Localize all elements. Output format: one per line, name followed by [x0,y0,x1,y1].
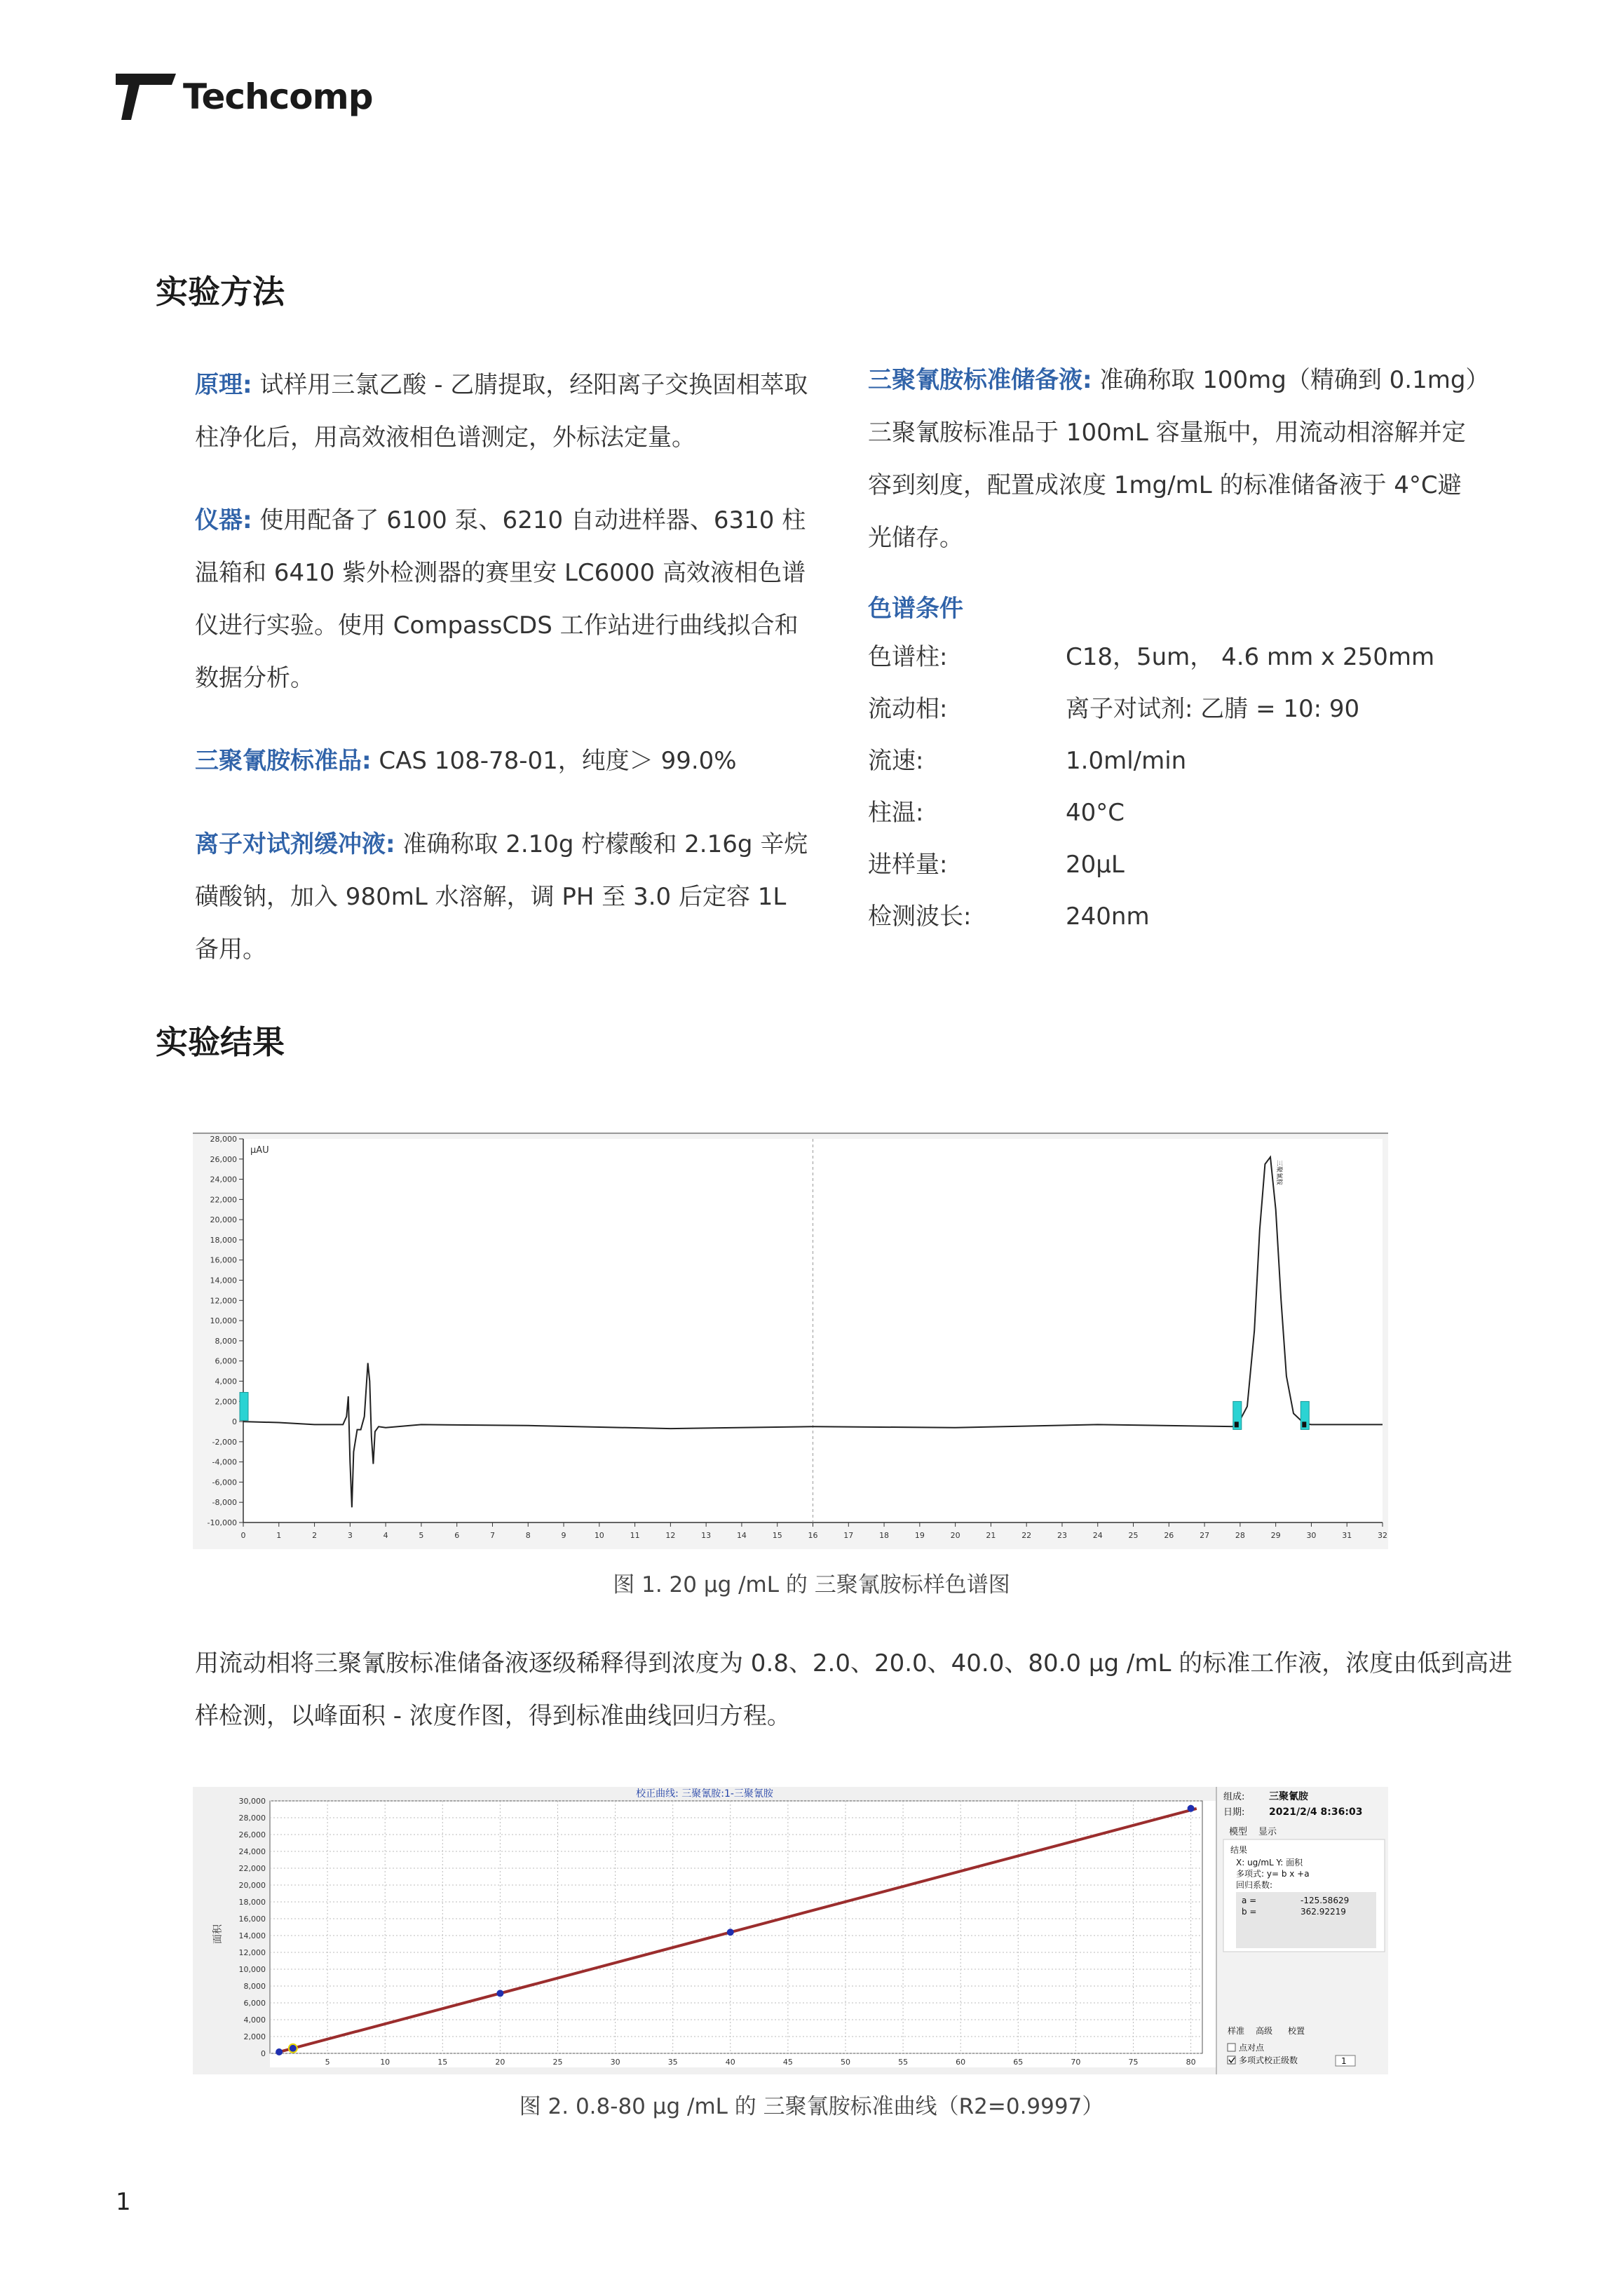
stock-paragraph [868,354,1485,565]
logo-text: Techcomp [183,76,373,117]
buffer-label: 离子对试剂缓冲液: [195,830,395,858]
poly-degree-value: 1 [1341,2056,1347,2066]
panel-poly-label: 多项式: y= b x +a [1236,1869,1310,1879]
chromatogram-y-tick-label: 8,000 [215,1336,237,1346]
condition-value: 240nm [1066,903,1150,931]
chromatogram-x-tick-label: 3 [347,1531,353,1540]
section-title-results: 实验结果 [156,1023,285,1061]
chromatogram-x-tick-label: 18 [879,1531,890,1540]
chromatogram-x-tick-label: 14 [736,1531,747,1540]
calibration-y-tick-label: 2,000 [243,2032,266,2041]
calibration-x-tick-label: 45 [782,2058,793,2067]
condition-value: C18，5um， 4.6 mm x 250mm [1066,643,1435,671]
standard-text: CAS 108-78-01，纯度＞ 99.0% [371,747,737,775]
calibration-y-tick-label: 6,000 [243,1999,266,2008]
chromatogram-x-tick-label: 4 [383,1531,388,1540]
calibration-point [727,1929,734,1936]
panel-tab-display[interactable]: 显示 [1258,1827,1277,1837]
chromatogram-chart [193,1132,1388,1549]
chromatogram-x-tick-label: 29 [1270,1531,1281,1540]
calibration-y-tick-label: 20,000 [238,1881,266,1890]
panel-tab-model[interactable]: 模型 [1229,1827,1248,1837]
panel-result-label: 结果 [1230,1845,1248,1855]
instrument-label: 仪器: [195,506,252,534]
panel-date-label: 日期: [1223,1807,1245,1818]
chromatogram-y-tick-label: 16,000 [210,1255,237,1265]
condition-value: 离子对试剂: 乙腈 = 10: 90 [1066,695,1360,723]
panel-bottom-tab-advanced[interactable]: 高级 [1256,2026,1273,2036]
calibration-x-tick-label: 65 [1013,2058,1024,2067]
condition-value: 1.0ml/min [1066,747,1187,775]
peak-label: 三聚氰胺 [1275,1159,1283,1185]
chromatogram-x-tick-label: 5 [419,1531,424,1540]
calibration-y-tick-label: 22,000 [238,1864,266,1873]
chromatogram-x-tick-label: 15 [772,1531,782,1540]
condition-row-mobile-phase [868,683,1499,735]
panel-coef-label: 回归系数: [1236,1880,1273,1890]
calibration-plot-area [270,1801,1202,2053]
chromatogram-y-tick-label: 2,000 [215,1397,237,1407]
conditions-title: 色谱条件 [868,595,963,623]
calibration-point [496,1990,503,1997]
chromatogram-y-tick-label: 18,000 [210,1235,237,1245]
standard-label: 三聚氰胺标准品: [195,747,372,775]
chromatogram-y-tick-label: -6,000 [212,1478,237,1487]
chromatogram-y-tick-label: 0 [232,1417,237,1427]
chromatogram-x-tick-label: 25 [1128,1531,1139,1540]
calibration-x-tick-label: 30 [610,2058,620,2067]
calibration-y-tick-label: 28,000 [238,1814,266,1823]
condition-value: 20µL [1066,851,1125,879]
chromatogram-x-tick-label: 26 [1164,1531,1174,1540]
chromatogram-x-tick-label: 12 [665,1531,676,1540]
chromatogram-y-tick-label: 20,000 [210,1215,237,1225]
calibration-x-tick-label: 5 [325,2058,330,2067]
calibration-x-tick-label: 55 [898,2058,909,2067]
figure1-caption: 图 1. 20 µg /mL 的 三聚氰胺标样色谱图 [613,1572,1010,1598]
calibration-x-tick-label: 20 [495,2058,505,2067]
calibration-y-tick-label: 26,000 [238,1830,266,1839]
chromatogram-y-tick-label: 10,000 [210,1316,237,1326]
panel-b-value: 362.92219 [1301,1907,1346,1917]
chromatogram-x-tick-label: 32 [1378,1531,1387,1540]
chromatogram-y-tick-label: -4,000 [212,1457,237,1467]
calibration-x-tick-label: 70 [1071,2058,1081,2067]
chromatogram-x-tick-label: 24 [1092,1531,1103,1540]
chromatogram-x-tick-label: 31 [1342,1531,1352,1540]
chromatogram-y-tick-label: -8,000 [212,1498,237,1508]
panel-name-value: 三聚氰胺 [1269,1791,1308,1802]
chromatogram-y-tick-label: 14,000 [210,1276,237,1285]
calibration-y-tick-label: 18,000 [238,1898,266,1907]
figure2-caption: 图 2. 0.8-80 µg /mL 的 三聚氰胺标准曲线（R2=0.9997） [519,2094,1104,2119]
stock-label: 三聚氰胺标准储备液: [868,366,1092,394]
calibration-y-tick-label: 14,000 [238,1931,266,1940]
techcomp-logo [116,74,373,120]
calibration-x-tick-label: 25 [552,2058,563,2067]
chromatogram-y-tick-label: -2,000 [212,1437,237,1447]
panel-a-label: a = [1242,1896,1257,1905]
chromatogram-x-tick-label: 0 [240,1531,246,1540]
instrument-text: 使用配备了 6100 泵、6210 自动进样器、6310 柱温箱和 6410 紫外检测器的赛里安 LC6000 高效液相色谱仪进行实验。使用 CompassCDS 工作站进行曲线拟合和数据分析。 [195,506,806,692]
panel-a-value: -125.58629 [1301,1896,1350,1905]
integration-baseline-point [1302,1422,1306,1427]
panel-bottom-tab-standard[interactable]: 样准 [1228,2026,1245,2036]
integration-baseline-point [1235,1422,1239,1427]
calibration-point [276,2048,283,2055]
dilution-paragraph: 用流动相将三聚氰胺标准储备液逐级稀释得到浓度为 0.8、2.0、20.0、40.0、80.0 µg /mL 的标准工作液，浓度由低到高进样检测，以峰面积 - 浓度作图，得到标准曲线回归方程。 [195,1649,1513,1730]
calibration-y-tick-label: 16,000 [238,1915,266,1924]
calibration-chart [193,1787,1388,2074]
chromatogram-x-tick-label: 1 [276,1531,282,1540]
principle-label: 原理: [195,371,252,399]
calibration-x-tick-label: 15 [437,2058,448,2067]
chromatogram-x-tick-label: 10 [594,1531,604,1540]
principle-text: 试样用三氯乙酸 - 乙腈提取，经阳离子交换固相萃取柱净化后，用高效液相色谱测定，外标法定量。 [195,371,808,452]
standard-paragraph [195,735,812,788]
panel-b-label: b = [1242,1907,1257,1917]
calibration-y-tick-label: 24,000 [238,1847,266,1856]
chromatogram-x-tick-label: 30 [1306,1531,1317,1540]
point-to-point-checkbox[interactable] [1228,2044,1235,2051]
condition-key: 色谱柱: [868,643,948,671]
point-to-point-label: 点对点 [1239,2043,1265,2053]
integration-marker [240,1392,248,1420]
calibration-x-tick-label: 80 [1186,2058,1196,2067]
section-title-methods: 实验方法 [156,273,285,311]
calibration-x-tick-label: 10 [380,2058,391,2067]
chromatogram-y-tick-label: 26,000 [210,1154,237,1164]
poly-degree-label: 多项式校正级数 [1239,2055,1298,2065]
calibration-x-tick-label: 75 [1128,2058,1139,2067]
calibration-x-tick-label: 35 [667,2058,678,2067]
chromatogram-y-tick-label: 28,000 [210,1135,237,1144]
chromatogram-x-tick-label: 7 [489,1531,495,1540]
condition-key: 柱温: [868,799,924,827]
condition-row-wavelength [868,891,1499,943]
calibration-y-tick-label: 30,000 [238,1797,266,1806]
buffer-paragraph [195,818,812,976]
chromatogram-y-tick-label: 22,000 [210,1195,237,1205]
panel-date-value: 2021/2/4 8:36:03 [1269,1807,1363,1818]
chromatogram-x-tick-label: 16 [808,1531,818,1540]
calibration-y-label: 面积 [212,1924,224,1944]
panel-name-label: 组成: [1223,1792,1245,1802]
panel-bottom-tab-settings[interactable]: 校置 [1288,2026,1305,2036]
condition-row-flow [868,735,1499,787]
calibration-y-tick-label: 10,000 [238,1965,266,1974]
calibration-point [290,2045,297,2052]
condition-row-column [868,631,1499,683]
chromatogram-x-tick-label: 2 [312,1531,318,1540]
chromatogram-x-tick-label: 6 [454,1531,460,1540]
chromatogram-y-tick-label: 6,000 [215,1356,237,1366]
chromatogram-x-tick-label: 17 [843,1531,854,1540]
calibration-y-tick-label: 12,000 [238,1948,266,1957]
condition-key: 流速: [868,747,924,775]
calibration-x-tick-label: 50 [840,2058,850,2067]
calibration-y-tick-label: 4,000 [243,2015,266,2025]
condition-value: 40°C [1066,799,1125,827]
principle-paragraph [195,359,812,464]
calibration-y-tick-label: 0 [261,2049,266,2058]
chromatogram-y-tick-label: -10,000 [207,1518,237,1527]
chromatogram-x-tick-label: 21 [986,1531,996,1540]
chromatogram-x-tick-label: 28 [1235,1531,1245,1540]
calibration-x-tick-label: 60 [956,2058,966,2067]
buffer-text: 准确称取 2.10g 柠檬酸和 2.16g 辛烷磺酸钠，加入 980mL 水溶解，调 PH 至 3.0 后定容 1L 备用。 [195,830,808,964]
chromatogram-x-tick-label: 22 [1021,1531,1032,1540]
calibration-x-tick-label: 40 [725,2058,735,2067]
condition-key: 检测波长: [868,903,972,931]
chromatogram-x-tick-label: 27 [1200,1531,1210,1540]
chromatogram-y-tick-label: 24,000 [210,1175,237,1184]
calibration-point [1188,1805,1195,1812]
condition-row-injection [868,839,1499,891]
calibration-y-tick-label: 8,000 [243,1982,266,1991]
chromatogram-x-tick-label: 9 [561,1531,566,1540]
chromatogram-x-tick-label: 19 [914,1531,925,1540]
panel-axes-label: X: ug/mL Y: 面积 [1236,1858,1303,1868]
instrument-paragraph [195,494,812,705]
page-number: 1 [116,2188,131,2216]
chromatogram-y-tick-label: 4,000 [215,1377,237,1386]
chromatogram-y-unit: µAU [250,1145,269,1156]
techcomp-logo-icon [116,74,176,120]
chromatogram-y-tick-label: 12,000 [210,1296,237,1306]
calibration-title: 校正曲线: 三聚氰胺:1-三聚氰胺 [636,1788,773,1799]
chromatogram-x-tick-label: 23 [1057,1531,1067,1540]
chromatogram-x-tick-label: 11 [630,1531,640,1540]
condition-key: 进样量: [868,851,948,879]
condition-row-temp [868,787,1499,839]
chromatogram-x-tick-label: 8 [525,1531,531,1540]
stock-text: 准确称取 100mg（精确到 0.1mg）三聚氰胺标准品于 100mL 容量瓶中，用流动相溶解并定容到刻度，配置成浓度 1mg/mL 的标准储备液于 4°C避光储存。 [868,366,1478,552]
chromatogram-x-tick-label: 20 [950,1531,960,1540]
chromatogram-x-tick-label: 13 [701,1531,712,1540]
condition-key: 流动相: [868,695,948,723]
